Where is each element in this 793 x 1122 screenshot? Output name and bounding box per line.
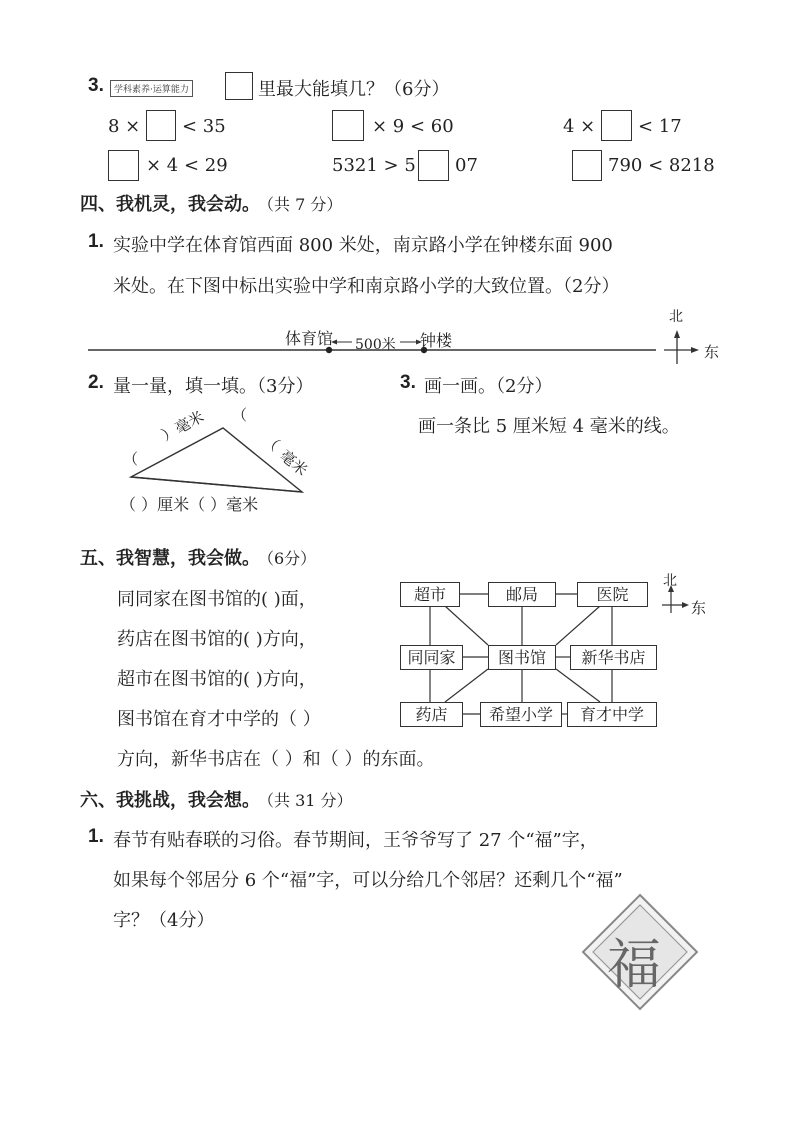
s6q1-line3: 字？（4分）: [113, 910, 215, 931]
map-hope-school: 希望小学: [480, 702, 562, 727]
s4q3-number: 3.: [400, 372, 416, 393]
section5-title: 五、我智慧，我会做。: [80, 548, 260, 569]
compass1-east-label: 东: [704, 343, 720, 361]
compass1-north-arrow: [674, 330, 680, 338]
distance-label: 500米: [355, 337, 396, 353]
compass1-east-arrow: [691, 347, 699, 353]
section5-score: （6分）: [258, 549, 317, 568]
q3-r1-c-post: < 17: [638, 116, 682, 137]
q3-prompt: 里最大能填几？（6分）: [258, 79, 450, 100]
s5-line3: 超市在图书馆的( )方向，: [117, 669, 317, 690]
gym-label: 体育馆: [285, 329, 334, 348]
triangle-base: [131, 477, 302, 492]
s5-line2: 药店在图书馆的( )方向，: [117, 629, 317, 650]
triangle-label-left-paren: （: [123, 450, 139, 468]
q3-r2-b-post: 07: [455, 155, 478, 176]
q3-number: 3.: [88, 75, 104, 96]
s4q3-task: 画一条比 5 厘米短 4 毫米的线。: [418, 416, 680, 437]
s6q1-line1: 春节有贴春联的习俗。春节期间，王爷爷写了 27 个“福”字，: [113, 830, 598, 851]
section6-score: （共 31 分）: [258, 791, 353, 810]
section4-title: 四、我机灵，我会动。: [80, 194, 260, 215]
map-supermarket: 超市: [400, 582, 460, 607]
q3-r1-c-pre: 4 ×: [563, 116, 596, 137]
map-post-office: 邮局: [488, 582, 556, 607]
fu-character: 福: [607, 933, 661, 996]
compass2-east-label: 东: [691, 599, 707, 617]
clock-label: 钟楼: [420, 331, 453, 350]
q3-skill-tag: 学科素养·运算能力: [110, 80, 193, 97]
s4q1-line1: 实验中学在体育馆西面 800 米处，南京路小学在钟楼东面 900: [113, 235, 613, 256]
q3-r1-a-pre: 8 ×: [108, 116, 141, 137]
q3-r2-b-pre: 5321 > 5: [332, 155, 416, 176]
triangle-label-top-paren: （: [232, 406, 248, 424]
triangle-label-right-paren: （: [259, 431, 283, 455]
map-library: 图书馆: [488, 645, 556, 670]
s4q3-text: 画一画。（2分）: [424, 376, 553, 397]
s4q2-number: 2.: [88, 372, 104, 393]
s4q2-text: 量一量，填一填。（3分）: [113, 376, 314, 397]
q3-r2-a-post: × 4 < 29: [146, 155, 228, 176]
q3-r2-c-post: 790 < 8218: [608, 155, 715, 176]
section4-score: （共 7 分）: [258, 195, 343, 214]
s4q2-answer-line[interactable]: （ ）厘米（ ）毫米: [120, 495, 259, 514]
triangle-label-right-mm: 毫米: [276, 446, 311, 480]
map-yucai-school: 育才中学: [567, 702, 657, 727]
section6-title: 六、我挑战，我会想。: [80, 790, 260, 811]
q3-r1-a-post: < 35: [182, 116, 226, 137]
compass1-north-label: 北: [669, 309, 683, 325]
s5-line5: 方向，新华书店在（ ）和（ ）的东面。: [117, 749, 435, 770]
s5-line1: 同同家在图书馆的( )面，: [117, 589, 317, 610]
s6q1-number: 1.: [88, 826, 104, 847]
s6q1-line2: 如果每个邻居分 6 个“福”字，可以分给几个邻居？还剩几个“福”: [113, 870, 623, 891]
map-hospital: 医院: [577, 582, 648, 607]
map-pharmacy: 药店: [400, 702, 463, 727]
s4q1-number: 1.: [88, 231, 104, 252]
s4q1-line2: 米处。在下图中标出实验中学和南京路小学的大致位置。（2分）: [113, 276, 620, 297]
triangle-label-left-mm: ）毫米: [158, 407, 207, 445]
compass2-north-label: 北: [663, 573, 677, 589]
map-tongtong-home: 同同家: [400, 645, 463, 670]
q3-r1-b-post: × 9 < 60: [372, 116, 454, 137]
s5-line4: 图书馆在育才中学的（ ）: [117, 709, 321, 730]
map-bookstore: 新华书店: [570, 645, 657, 670]
compass2-east-arrow: [682, 602, 689, 608]
